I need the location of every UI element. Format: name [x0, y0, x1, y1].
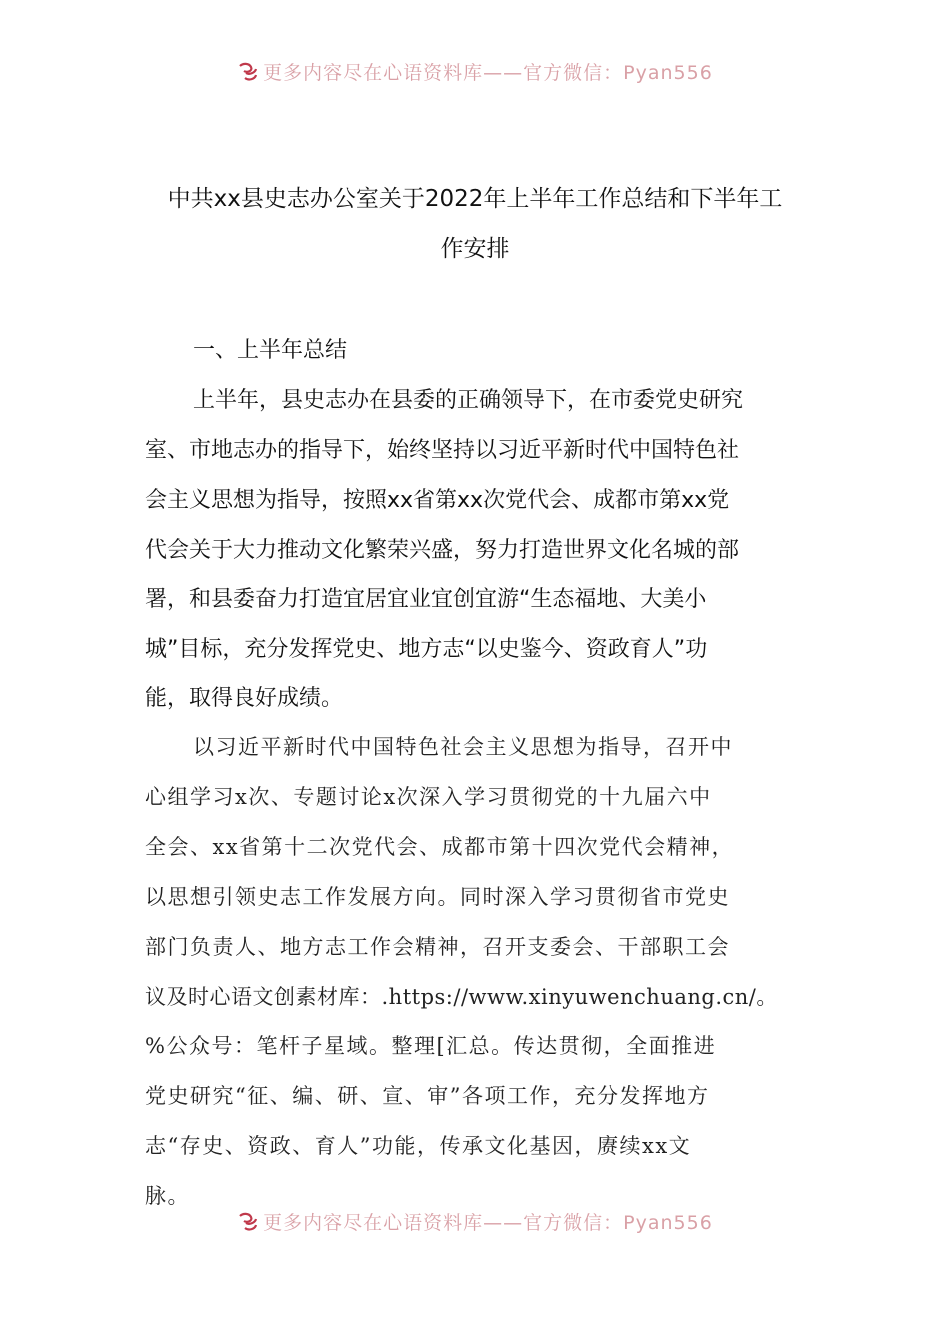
- paragraph-1-line: 会主义思想为指导，按照xx省第xx次党代会、成都市第xx党: [145, 488, 730, 513]
- paragraph-2-line: 党史研究“征、编、研、宣、审”各项工作，充分发挥地方: [145, 1084, 710, 1108]
- document-title-line-1: 中共xx县史志办公室关于2022年上半年工作总结和下半年工: [167, 186, 783, 212]
- paragraph-1-line: 上半年，县史志办在县委的正确领导下，在市委党史研究: [193, 388, 744, 413]
- watermark-logo-icon: [237, 1211, 259, 1233]
- paragraph-2-line: 议及时心语文创素材库：.https://www.xinyuwenchuang.cn/。: [145, 985, 778, 1009]
- paragraph-2-line: 心组学习x次、专题讨论x次深入学习贯彻党的十九届六中: [145, 785, 712, 809]
- paragraph-2-line: %公众号：笔杆子星域。整理[汇总。传达贯彻，全面推进: [145, 1034, 717, 1058]
- paragraph-1-line: 署，和县委奋力打造宜居宜业宜创宜游“生态福地、大美小: [145, 587, 707, 612]
- paragraph-2-line: 以思想引领史志工作发展方向。同时深入学习贯彻省市党史: [145, 885, 730, 909]
- paragraph-1-line: 能，取得良好成绩。: [145, 686, 344, 711]
- paragraph-2-line: 脉。: [145, 1184, 190, 1208]
- paragraph-2-line: 部门负责人、地方志工作会精神，召开支委会、干部职工会: [145, 935, 730, 959]
- paragraph-2-line: 全会、xx省第十二次党代会、成都市第十四次党代会精神，: [145, 835, 735, 859]
- header-watermark: [0, 58, 950, 85]
- paragraph-1-line: 代会关于大力推动文化繁荣兴盛，努力打造世界文化名城的部: [145, 538, 740, 563]
- paragraph-1-line: 室、市地志办的指导下，始终坚持以习近平新时代中国特色社: [145, 438, 740, 463]
- footer-watermark: [0, 1208, 950, 1235]
- paragraph-1-line: 城”目标，充分发挥党史、地方志“以史鉴今、资政育人”功: [145, 637, 708, 662]
- section-heading: 一、上半年总结: [193, 338, 348, 363]
- watermark-text: 更多内容尽在心语资料库——官方微信：Pyan556: [263, 1212, 713, 1234]
- paragraph-2-line: 志“存史、资政、育人”功能，传承文化基因，赓续xx文: [145, 1134, 692, 1158]
- document-title-line-2: 作安排: [440, 236, 510, 262]
- watermark-logo-icon: [237, 61, 259, 83]
- paragraph-2-line: 以习近平新时代中国特色社会主义思想为指导，召开中: [193, 735, 733, 759]
- watermark-text: 更多内容尽在心语资料库——官方微信：Pyan556: [263, 62, 713, 84]
